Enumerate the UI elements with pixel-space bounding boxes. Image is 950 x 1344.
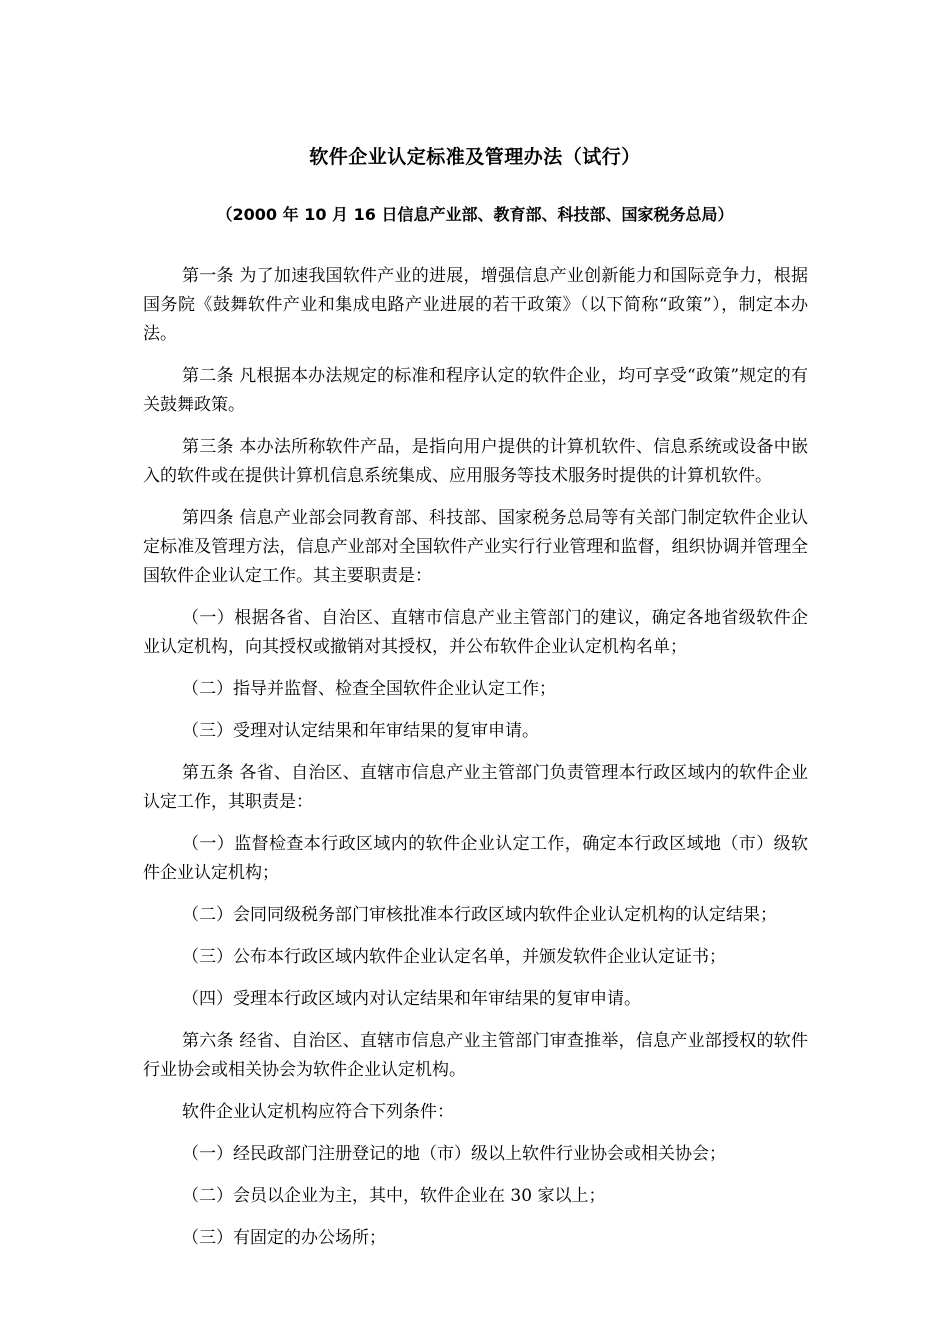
document-title: 软件企业认定标准及管理办法（试行）: [309, 146, 641, 168]
article-1: 第一条 为了加速我国软件产业的进展，增强信息产业创新能力和国际竞争力，根据国务院《鼓舞软件产业和集成电路产业进展的若干政策》（以下简称“政策”），制定本办法。: [143, 266, 808, 344]
article-2: 第二条 凡根据本办法规定的标准和程序认定的软件企业，均可享受“政策”规定的有关鼓舞政策。: [143, 366, 808, 415]
article-4-item-2: （二）指导并监督、检查全国软件企业认定工作；: [182, 679, 556, 699]
article-5: 第五条 各省、自治区、直辖市信息产业主管部门负责管理本行政区域内的软件企业认定工作，其职责是：: [143, 763, 808, 812]
document-subtitle: （2000 年 10 月 16 日信息产业部、教育部、科技部、国家税务总局）: [216, 205, 734, 224]
article-6: 第六条 经省、自治区、直辖市信息产业主管部门审查推举，信息产业部授权的软件行业协会或相关协会为软件企业认定机构。: [143, 1031, 808, 1080]
article-6-item-1: （一）经民政部门注册登记的地（市）级以上软件行业协会或相关协会；: [182, 1144, 726, 1164]
article-3: 第三条 本办法所称软件产品，是指向用户提供的计算机软件、信息系统或设备中嵌入的软件或在提供计算机信息系统集成、应用服务等技术服务时提供的计算机软件。: [143, 437, 808, 486]
document-body: [143, 262, 808, 1266]
article-5-item-1: （一）监督检查本行政区域内的软件企业认定工作，确定本行政区域地（市）级软件企业认定机构；: [143, 834, 808, 883]
article-4-item-3: （三）受理对认定结果和年审结果的复审申请。: [182, 721, 539, 741]
article-5-item-3: （三）公布本行政区域内软件企业认定名单，并颁发软件企业认定证书；: [182, 947, 726, 967]
article-6-item-2: （二）会员以企业为主，其中，软件企业在 30 家以上；: [182, 1186, 606, 1206]
article-5-item-2: （二）会同同级税务部门审核批准本行政区域内软件企业认定机构的认定结果；: [182, 905, 777, 925]
article-4: 第四条 信息产业部会同教育部、科技部、国家税务总局等有关部门制定软件企业认定标准及管理方法，信息产业部对全国软件产业实行行业管理和监督，组织协调并管理全国软件企业认定工作。其主要职责是：: [143, 508, 808, 586]
article-4-item-1: （一）根据各省、自治区、直辖市信息产业主管部门的建议，确定各地省级软件企业认定机构，向其授权或撤销对其授权，并公布软件企业认定机构名单；: [143, 608, 808, 657]
article-6-conditions: 软件企业认定机构应符合下列条件：: [182, 1102, 454, 1122]
article-5-item-4: （四）受理本行政区域内对认定结果和年审结果的复审申请。: [182, 989, 641, 1009]
article-6-item-3: （三）有固定的办公场所；: [182, 1228, 386, 1248]
